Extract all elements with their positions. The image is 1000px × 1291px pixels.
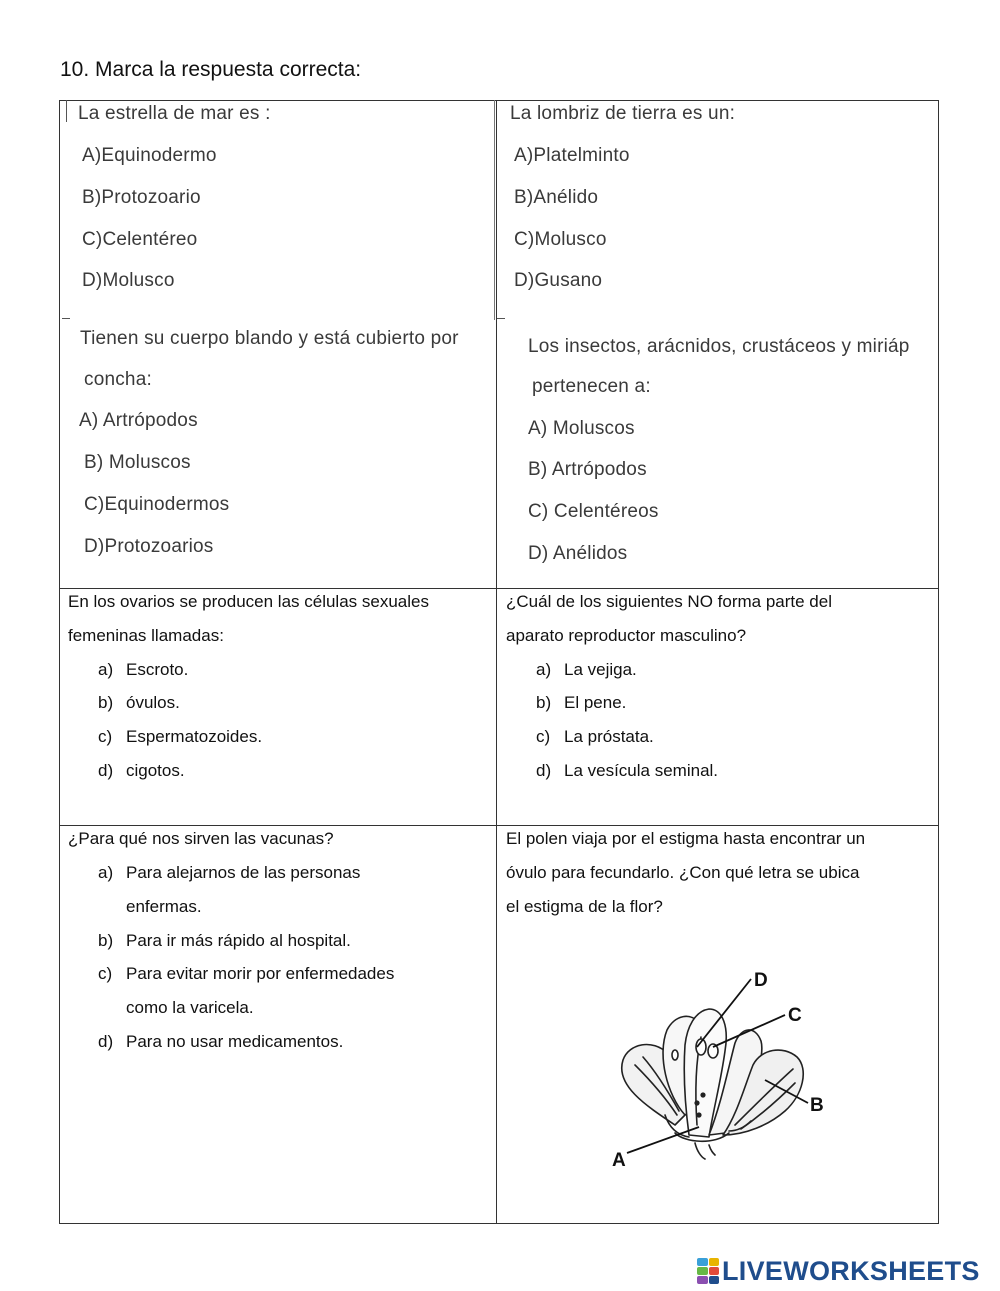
option-b[interactable] [98, 693, 180, 713]
scan-edge-mark [62, 318, 70, 319]
logo-text: LIVEWORKSHEETS [722, 1255, 980, 1286]
question-line-1: Tienen su cuerpo blando y está cubierto por [80, 328, 459, 349]
option-b[interactable]: B) Moluscos [84, 452, 191, 473]
table-bottom-border [59, 1223, 939, 1224]
option-a-continued [126, 897, 202, 917]
flower-diagram [605, 965, 845, 1180]
option-a[interactable]: A)Equinodermo [82, 145, 217, 166]
logo-icon [697, 1258, 719, 1284]
option-text: El pene. [564, 693, 627, 712]
table-row-divider-1 [59, 588, 939, 589]
option-d[interactable] [98, 761, 185, 781]
option-text: La vejiga. [564, 660, 637, 679]
option-b[interactable]: B)Protozoario [82, 187, 201, 208]
option-a[interactable] [536, 660, 637, 680]
option-c[interactable] [536, 727, 654, 747]
option-text: Para ir más rápido al hospital. [126, 931, 351, 950]
option-b[interactable] [98, 931, 351, 951]
table-top-border [59, 100, 939, 101]
question-line-3: el estigma de la flor? [506, 897, 663, 916]
option-label: c) [536, 727, 551, 746]
ovule-dot [695, 1101, 699, 1105]
option-text-continued: como la varicela. [126, 998, 254, 1017]
question-text: La estrella de mar es : [78, 103, 271, 124]
option-d[interactable] [98, 1032, 343, 1052]
table-row-divider-2 [59, 825, 939, 826]
exercise-title: 10. Marca la respuesta correcta: [60, 58, 362, 81]
option-c[interactable]: C)Molusco [514, 229, 607, 250]
option-text: cigotos. [126, 761, 185, 780]
option-c[interactable]: C) Celentéreos [528, 501, 659, 522]
option-text: óvulos. [126, 693, 180, 712]
stem [695, 1143, 715, 1159]
option-a[interactable] [98, 660, 188, 680]
option-b[interactable]: B)Anélido [514, 187, 599, 208]
option-c-continued [126, 998, 254, 1018]
question-line-1: ¿Cuál de los siguientes NO forma parte del [506, 592, 832, 611]
option-label: a) [536, 660, 552, 679]
option-text: Para alejarnos de las personas [126, 863, 361, 882]
option-a[interactable]: A)Platelminto [514, 145, 630, 166]
scan-edge-mark [497, 318, 505, 319]
stamen [672, 1050, 678, 1060]
option-a[interactable]: A) Artrópodos [79, 410, 198, 431]
question-line-2: concha: [84, 369, 152, 390]
option-label: a) [98, 660, 114, 679]
option-text: Para no usar medicamentos. [126, 1032, 344, 1051]
option-c[interactable]: C)Celentéreo [82, 229, 198, 250]
option-label: b) [536, 693, 552, 712]
option-label: c) [98, 727, 113, 746]
question-text: La lombriz de tierra es un: [510, 103, 736, 124]
table-left-border [59, 100, 60, 1224]
option-text: Escroto. [126, 660, 189, 679]
liveworksheets-logo[interactable] [697, 1256, 980, 1286]
option-d[interactable]: D)Protozoarios [84, 536, 214, 557]
ovule-dot [697, 1113, 701, 1117]
ovule-dot [701, 1093, 705, 1097]
question-line-2: femeninas llamadas: [68, 626, 224, 645]
option-c[interactable]: C)Equinodermos [84, 494, 230, 515]
option-b[interactable] [536, 693, 626, 713]
question-line-1: En los ovarios se producen las células sexuales [68, 592, 429, 611]
option-a[interactable] [98, 863, 360, 883]
table-right-border [938, 100, 939, 1224]
option-label: d) [98, 761, 114, 780]
question-line-1: Los insectos, arácnidos, crustáceos y miriáp [528, 336, 910, 357]
option-d[interactable]: D)Gusano [514, 270, 603, 291]
option-label: d) [98, 1032, 114, 1051]
option-text: Para evitar morir por enfermedades [126, 964, 395, 983]
option-text: Espermatozoides. [126, 727, 263, 746]
option-b[interactable]: B) Artrópodos [528, 459, 647, 480]
option-c[interactable] [98, 964, 394, 984]
option-d[interactable] [536, 761, 718, 781]
option-d[interactable]: D) Anélidos [528, 543, 628, 564]
option-text: La próstata. [564, 727, 654, 746]
scan-edge-mark [66, 100, 67, 122]
question-text: ¿Para qué nos sirven las vacunas? [68, 829, 334, 848]
option-label: c) [98, 964, 113, 983]
option-a[interactable]: A) Moluscos [528, 418, 635, 439]
label-c: C [788, 1005, 802, 1026]
option-label: a) [98, 863, 114, 882]
question-line-1: El polen viaja por el estigma hasta encontrar un [506, 829, 866, 848]
scan-edge-mark [494, 100, 495, 320]
table-center-divider [496, 100, 497, 1224]
option-label: b) [98, 931, 114, 950]
option-d[interactable]: D)Molusco [82, 270, 175, 291]
option-label: d) [536, 761, 552, 780]
option-label: b) [98, 693, 114, 712]
option-text: La vesícula seminal. [564, 761, 719, 780]
question-line-2: óvulo para fecundarlo. ¿Con qué letra se ubica [506, 863, 860, 882]
question-line-2: aparato reproductor masculino? [506, 626, 747, 645]
option-c[interactable] [98, 727, 262, 747]
label-b: B [810, 1095, 824, 1116]
label-d: D [754, 970, 768, 991]
option-text-continued: enfermas. [126, 897, 202, 916]
label-a: A [612, 1150, 626, 1171]
question-line-2: pertenecen a: [532, 376, 651, 397]
